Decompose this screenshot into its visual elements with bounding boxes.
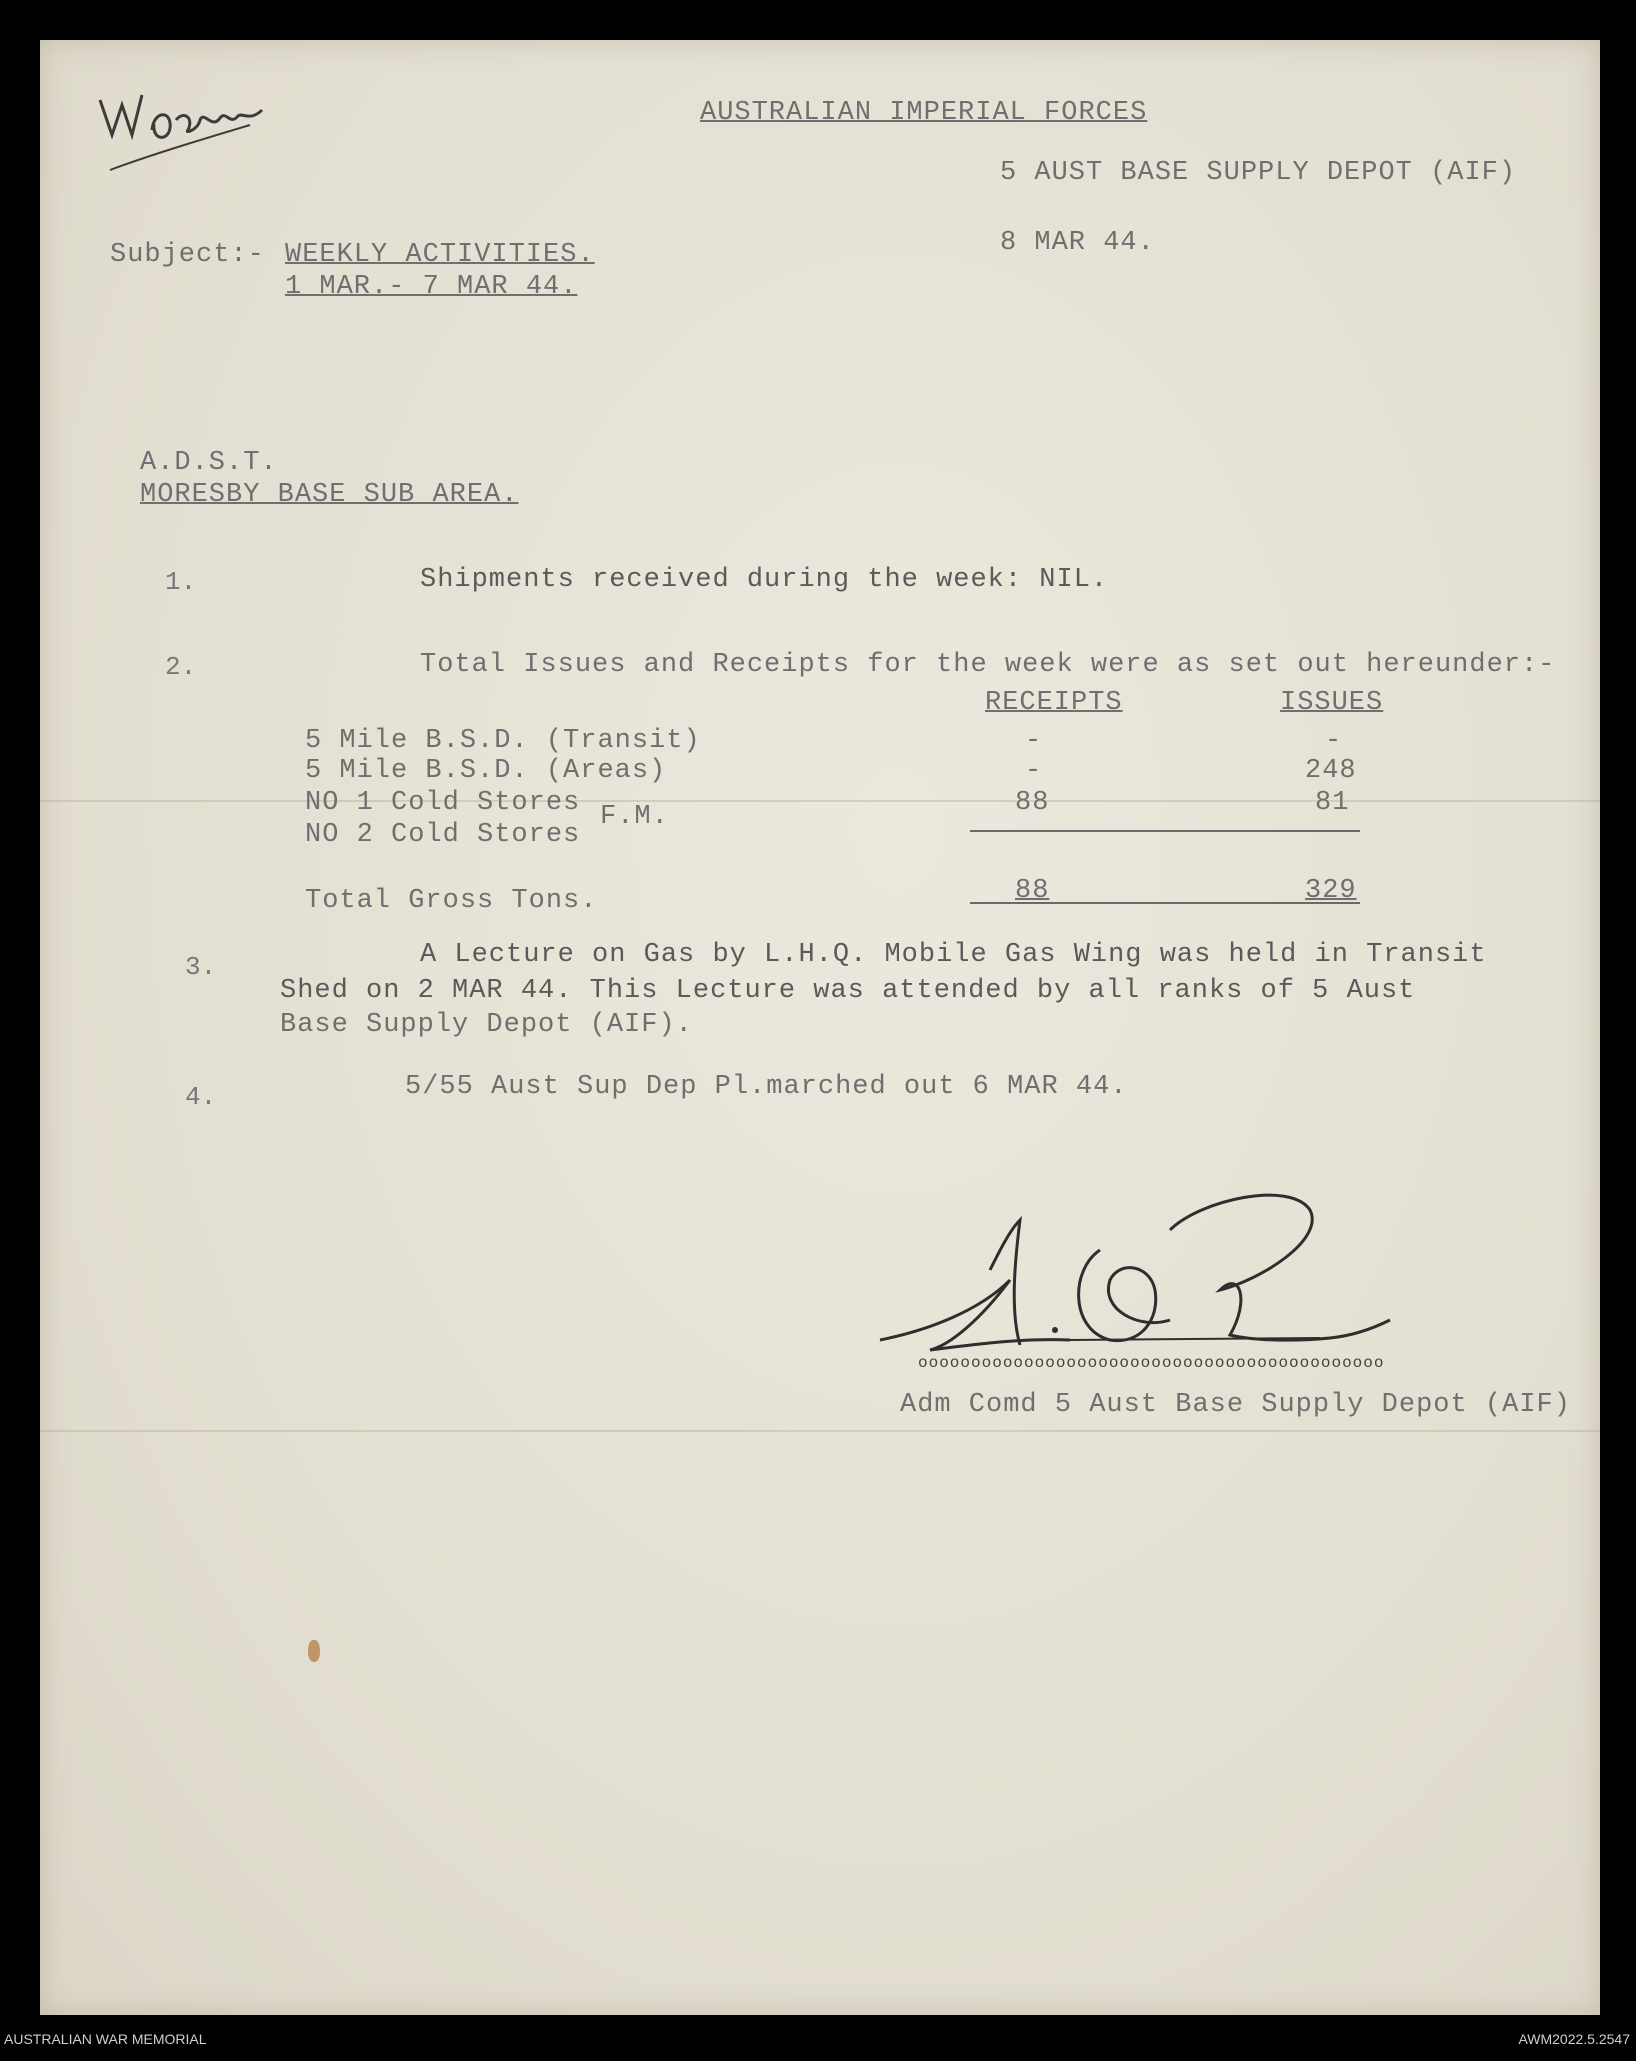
item-text: A Lecture on Gas by L.H.Q. Mobile Gas Wing was held in Transit — [420, 940, 1487, 970]
total-issues: 329 — [1305, 876, 1357, 906]
bracket-note: F.M. — [600, 802, 669, 832]
item-number: 3. — [185, 952, 217, 982]
table-cell-issues: 81 — [1315, 788, 1350, 818]
fold-crease — [40, 1430, 1600, 1432]
item-number: 2. — [165, 652, 197, 682]
footer-reference: AWM2022.5.2547 — [1518, 2031, 1630, 2047]
total-receipts: 88 — [1015, 876, 1050, 906]
item-number: 1. — [165, 567, 197, 597]
total-underline — [970, 902, 1360, 904]
total-label: Total Gross Tons. — [305, 886, 598, 916]
item-text: 5/55 Aust Sup Dep Pl.marched out 6 MAR 44. — [405, 1072, 1128, 1102]
table-cell-receipts: - — [1025, 726, 1043, 756]
footer-source: AUSTRALIAN WAR MEMORIAL — [4, 2031, 207, 2047]
total-rule — [970, 830, 1360, 832]
table-cell-receipts: - — [1025, 756, 1043, 786]
signature-rank-line: Adm Comd 5 Aust Base Supply Depot (AIF) — [900, 1390, 1571, 1420]
table-cell-issues: 248 — [1305, 756, 1357, 786]
item-text: Shipments received during the week: NIL. — [420, 565, 1109, 595]
table-row-label: 5 Mile B.S.D. (Transit) — [305, 726, 701, 756]
stain — [308, 1640, 320, 1662]
item-text: Total Issues and Receipts for the week were as set out hereunder:- — [420, 650, 1556, 680]
table-row-label: NO 1 Cold Stores — [305, 788, 581, 818]
addressee-line-1: A.D.S.T. — [140, 448, 278, 478]
subject-line-2: 1 MAR.- 7 MAR 44. — [285, 272, 578, 302]
table-cell-issues: - — [1325, 726, 1343, 756]
fold-crease — [40, 800, 1600, 802]
table-cell-receipts: 88 — [1015, 788, 1050, 818]
item-number: 4. — [185, 1082, 217, 1112]
table-row-label: 5 Mile B.S.D. (Areas) — [305, 756, 667, 786]
column-header-issues: ISSUES — [1280, 688, 1384, 718]
handwritten-note — [80, 60, 300, 180]
svg-text:oooooooooooooooooooooooooooooo: oooooooooooooooooooooooooooooooooooooooooooo — [918, 1354, 1385, 1372]
subject-line-1: WEEKLY ACTIVITIES. — [285, 240, 595, 270]
item-text-line-2: Shed on 2 MAR 44. This Lecture was attended by all ranks of 5 Aust — [280, 976, 1416, 1006]
subject-label: Subject:- — [110, 240, 265, 270]
unit-name: 5 AUST BASE SUPPLY DEPOT (AIF) — [1000, 158, 1517, 188]
document-date: 8 MAR 44. — [1000, 228, 1155, 258]
addressee-line-2: MORESBY BASE SUB AREA. — [140, 480, 519, 510]
column-header-receipts: RECEIPTS — [985, 688, 1123, 718]
signature — [870, 1170, 1430, 1380]
table-row-label: NO 2 Cold Stores — [305, 820, 581, 850]
item-text-line-3: Base Supply Depot (AIF). — [280, 1010, 693, 1040]
document-title: AUSTRALIAN IMPERIAL FORCES — [700, 98, 1148, 128]
document-sheet — [40, 40, 1600, 2015]
